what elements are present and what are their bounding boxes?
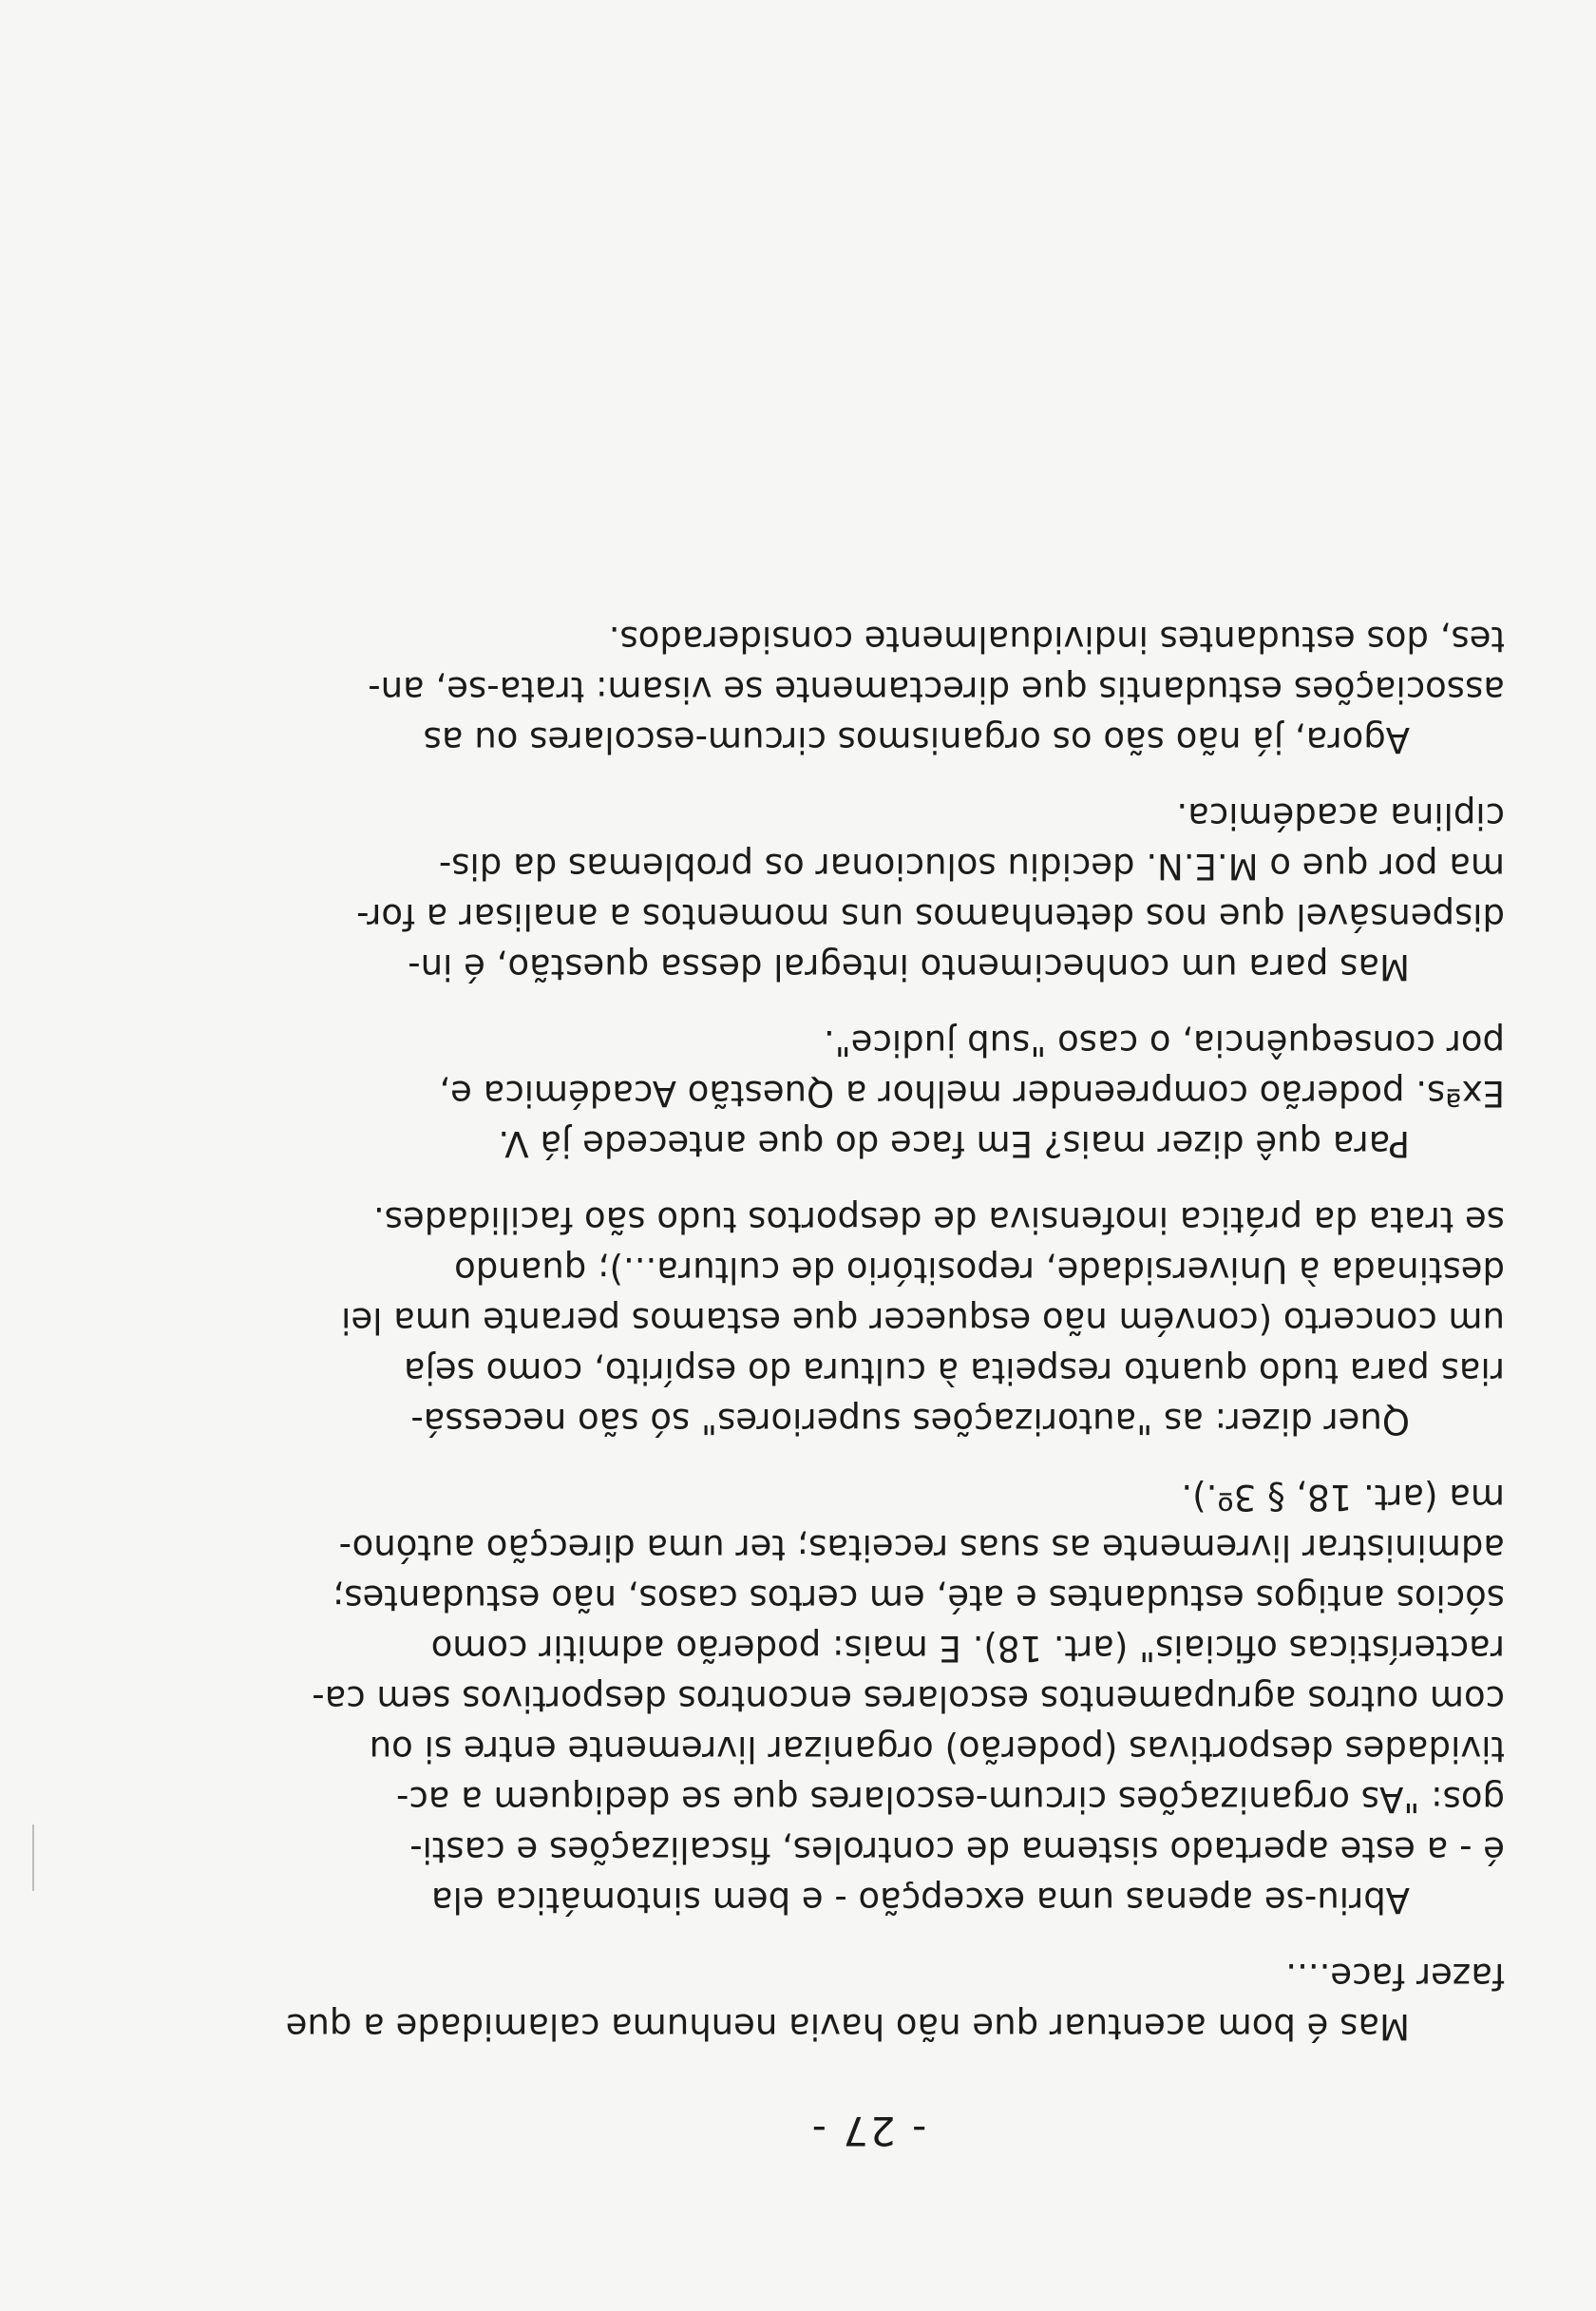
- text-line: ma (art. 18, § 3º.).: [1181, 1477, 1505, 1518]
- text-line: associações estudantis que directamente se visam: trata-se, an-: [368, 669, 1505, 710]
- text-line: dispensável que nos detenhamos uns momentos a analisar a for-: [356, 896, 1505, 937]
- text-line: Mas para um conhecimento integral dessa questão, é in-: [408, 946, 1410, 987]
- text-line: por consequência, o caso "sub judice".: [823, 1022, 1505, 1063]
- typed-text-block: [232, 588, 1505, 2154]
- text-line: com outros agrupamentos escolares encontros desportivos sem ca-: [312, 1678, 1505, 1719]
- page-number: - 27 -: [809, 2108, 927, 2154]
- text-line: administrar livremente as suas receitas; ter uma direcção autóno-: [338, 1527, 1505, 1568]
- paragraph-disciplina: [232, 791, 1505, 992]
- text-line: um concerto (convém não esquecer que estamos perante uma lei: [341, 1300, 1505, 1341]
- text-line: sócios antigos estudantes e até, em certos casos, não estudantes;: [332, 1577, 1505, 1618]
- text-line: Agora, já não são os organismos circum-escolares ou as: [423, 719, 1410, 760]
- text-line: ciplina académica.: [1176, 795, 1505, 836]
- text-line: Quer dizer: as "autorizações superiores" só são necessá-: [410, 1401, 1410, 1442]
- text-line: Exªs. poderão compreender melhor a Questão Académica e,: [439, 1073, 1505, 1114]
- text-line: se trata da prática inofensiva de desportos tudo são facilidades.: [372, 1199, 1505, 1240]
- text-line: gos: "As organizações circum-escolares que se dediquem a ac-: [396, 1779, 1505, 1820]
- text-line: racterísticas oficiais" (art. 18). E mais: poderão admitir como: [430, 1628, 1505, 1669]
- paragraph-calamidade: [232, 1951, 1505, 2052]
- text-line: ma por que o M.E.N. decidiu solucionar os problemas da dis-: [438, 846, 1505, 887]
- paragraph-autorizacoes: [232, 1194, 1505, 1446]
- text-line: rias para tudo quanto respeita à cultura do espírito, como seja: [403, 1350, 1505, 1391]
- text-line: destinada à Universidade, repositório de cultura...); quando: [454, 1250, 1505, 1290]
- paragraph-estudantes: [232, 614, 1505, 765]
- text-line: Mas é bom acentuar que não havia nenhuma calamidade a que: [285, 2006, 1410, 2047]
- text-line: Abriu-se apenas uma excepção - e bem sintomática ela: [430, 1880, 1410, 1920]
- text-line: tes, dos estudantes individualmente considerados.: [608, 619, 1505, 659]
- paragraph-excepcao: [232, 1472, 1505, 1925]
- text-line: fazer face....: [1285, 1956, 1505, 1996]
- text-line: Para quê dizer mais? Em face do que antecede já V.: [498, 1123, 1410, 1164]
- paragraph-questao-academica: [232, 1018, 1505, 1169]
- text-line: é - a este apertado sistema de controles, fiscalizações e casti-: [409, 1829, 1505, 1870]
- text-line: tividades desportivas (poderão) organizar livremente entre si ou: [369, 1728, 1505, 1769]
